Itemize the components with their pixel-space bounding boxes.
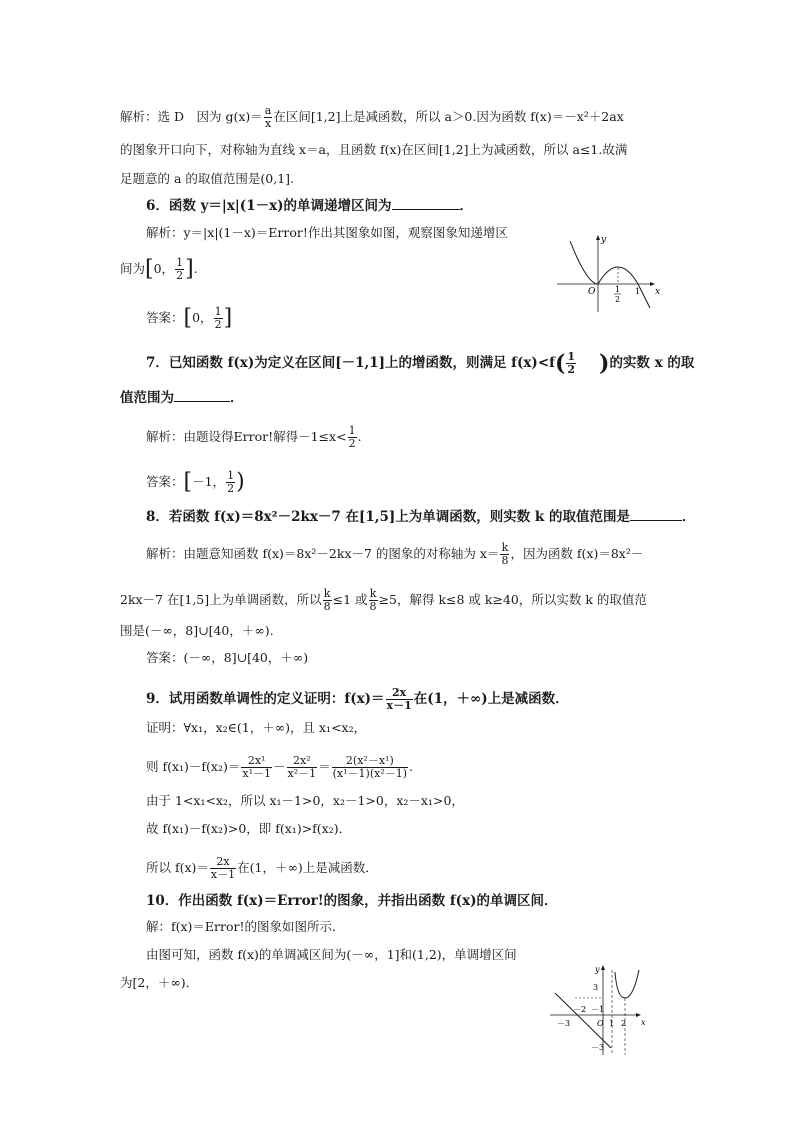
question-10-solution-line-1: 解：f(x)＝Error!的图象如图所示． [146,919,345,934]
x-arrow-icon [636,1013,641,1017]
question-6-solution-line-2: 间为[0， $\frac{1}{2}$ ]. [120,256,198,282]
proof-line-2: 则 f(x₁)－f(x₂)＝ $\frac{\text{2x¹}}{\text{x¹－1}}$ － $\frac{\text{2x²}}{\text{x²－1}}$ ＝ $\frac{\text{2(x²－x¹)}}{\text{(x¹－1)(x²－1)}}$ . [146,754,414,780]
question-8-stem: 8．若函数 f(x)＝8x²－2kx－7 在[1,5]上为单调函数，则实数 k 的取值范围是 ． [146,509,696,525]
function-graph-1 [555,228,670,316]
question-10-solution-line-3: 为[2，＋∞)． [120,975,199,990]
y-arrow-icon [601,965,605,970]
tick-neg3-y: －3 [591,1043,605,1052]
question-8-answer: 答案：(－∞，8]∪[40，＋∞) [146,650,309,665]
origin-label: O [588,287,596,297]
tick-1: 1 [609,1019,615,1028]
question-8-solution-line-2: 2kx－7 在[1,5]上为单调函数，所以 $\frac{k}{8}$ ≤1 或 $\frac{k}{8}$ ≥5，解得 k≤8 或 k≥40，所以实数 k 的取值范 [120,587,647,613]
tick-neg2: －2 [573,1005,587,1014]
question-6-answer: 答案：[0， $\frac{1}{2}$ ] [146,305,233,331]
proof-line-5: 所以 f(x)＝ $\frac{2x}{x-1}$ 在(1，＋∞)上是减函数． [146,855,378,881]
question-8-solution-line-3: 围是(－∞，8]∪[40，＋∞). [120,623,274,638]
question-10-solution-line-2: 由图可知，函数 f(x)的单调减区间为(－∞，1]和(1,2)，单调增区间 [146,947,517,962]
half-num: 1 [615,285,621,294]
x-arrow-icon [650,282,655,286]
question-6-stem: 6．函数 y＝|x|(1－x)的单调递增区间为 ． [146,198,474,214]
question-7-solution: 解析：由题设得Error!解得－1≤x< $\frac{1}{2}$ . [146,424,362,450]
fraction-a-over-x: $\frac{a}{x}$ [264,104,272,130]
proof-line-4: 故 f(x₁)－f(x₂)>0，即 f(x₁)>f(x₂)． [146,821,352,836]
solution-5-line-1 [120,105,624,130]
half-den: 2 [615,295,621,304]
question-6-solution-line-1: 解析：y＝|x|(1－x)＝Error!作出其图象如图，观察图象知递增区 [146,225,508,240]
text: 在区间[1,2]上是减函数，所以 a＞0.因为函数 f(x)＝－x²＋2ax [273,109,624,124]
y-label: y [595,965,600,974]
proof-line-3: 由于 1<x₁<x₂，所以 x₁－1>0，x₂－1>0，x₂－x₁>0， [146,793,464,808]
origin-label: O [597,1019,604,1028]
question-7-stem-line-2: 值范围为 ． [120,390,244,406]
question-7-stem-line-1: 7．已知函数 f(x)为定义在区间[－1,1]上的增函数，则满足 f(x)<f( $\frac{1}{2}$ )的实数 x 的取 [146,350,695,377]
curve [570,241,650,308]
one-label: 1 [635,287,641,296]
tick-2: 2 [621,1019,627,1028]
solution-5-line-2: 的图象开口向下，对称轴为直线 x＝a，且函数 f(x)在区间[1,2]上为减函数，所以 a≤1.故满 [120,142,628,157]
y-arrow-icon [596,235,600,240]
question-10-stem: 10．作出函数 f(x)＝Error!的图象，并指出函数 f(x)的单调区间． [146,893,558,909]
x-label: x [655,287,661,297]
solution-5-line-3: 足题意的 a 的取值范围是(0,1]. [120,171,295,186]
question-9-stem: 9．试用函数单调性的定义证明：f(x)＝ $\frac{2x}{x-1}$ 在(1，＋∞)上是减函数． [146,686,569,712]
y-label: y [601,235,607,245]
question-8-solution-line-1: 解析：由题意知函数 f(x)＝8x²－2kx－7 的图象的对称轴为 x＝ $\frac{k}{8}$ ，因为函数 f(x)＝8x²－ [146,541,644,567]
text: 解析：选 D 因为 g(x)＝ [120,109,263,124]
curve [615,970,639,998]
x-label: x [641,1018,646,1027]
question-7-answer: 答案：[－1， $\frac{1}{2}$ ) [146,469,245,495]
tick-neg3-x: －3 [557,1019,571,1028]
function-graph-2 [545,960,650,1060]
tick-3: 3 [593,983,599,992]
tick-neg1: －1 [591,1005,605,1014]
proof-line-1: 证明：∀x₁，x₂∈(1，＋∞)，且 x₁<x₂， [146,720,367,735]
